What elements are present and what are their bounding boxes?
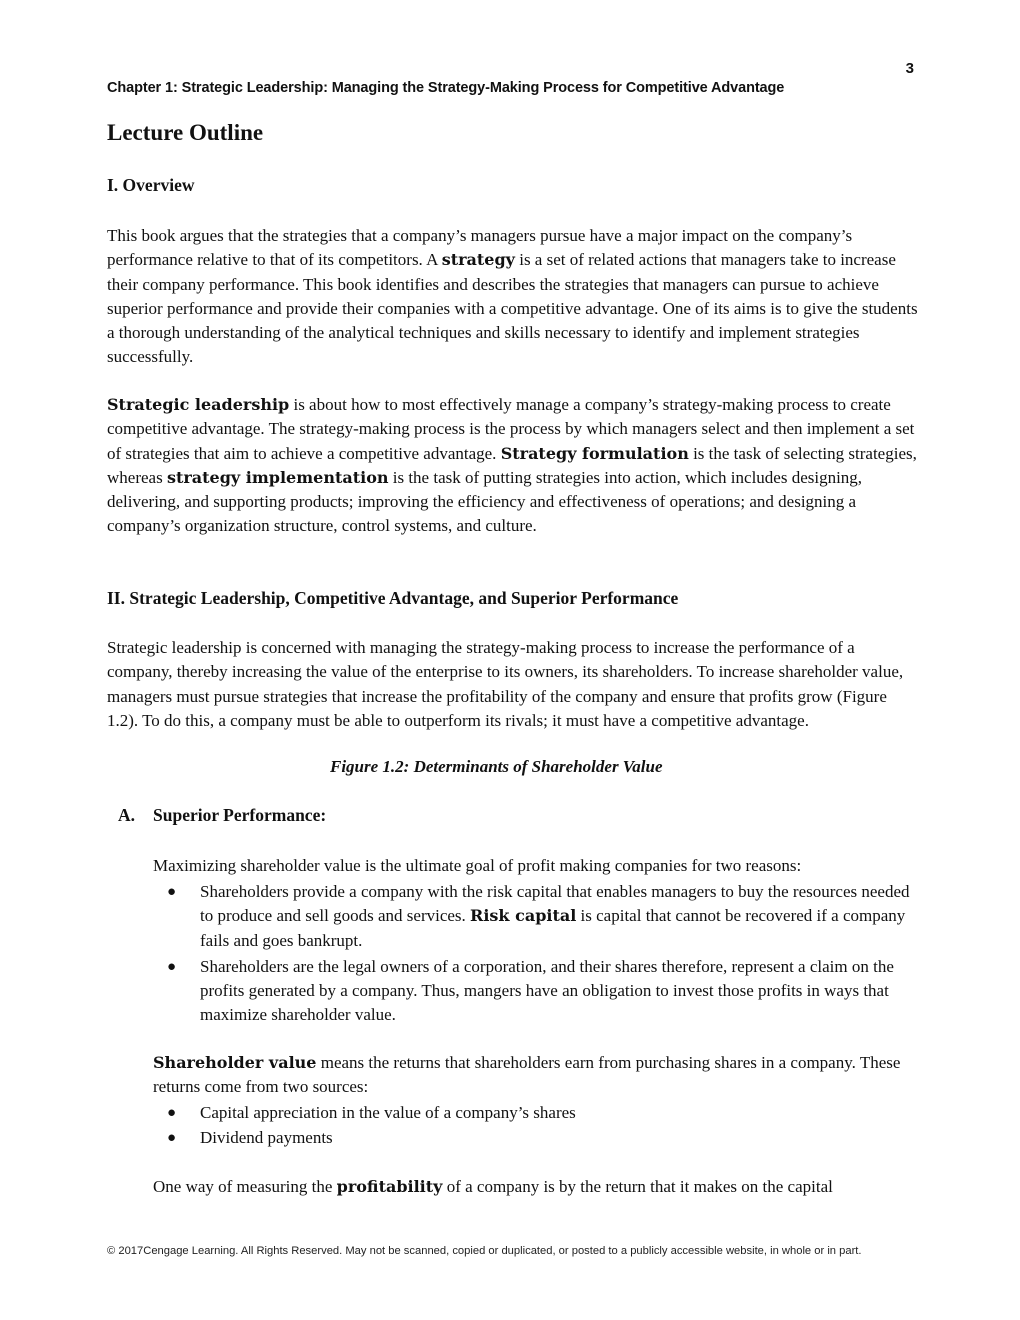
term-strategic-leadership: Strategic leadership	[107, 395, 290, 414]
figure-caption: Figure 1.2: Determinants of Shareholder Value	[330, 757, 663, 776]
overview-heading: I. Overview	[107, 175, 195, 195]
overview-paragraph-1: This book argues that the strategies that a company’s managers pursue have a major impact on the company’s performance relative to that of its competitors. A strategy is a set of related actions that managers take to increase their company performance. This book identifies and describes the strategies that managers can pursue to achieve superior performance and provide their companies with a competitive advantage. One of its aims is to give the students a thorough understanding of the analytical techniques and skills necessary to identify and implement strategies successfully.	[107, 226, 918, 367]
term-strategy: strategy	[441, 250, 515, 270]
bullet-icon: ●	[167, 884, 177, 900]
list-item: ● Capital appreciation in the value of a company’s shares	[153, 1101, 918, 1125]
list-item: ● Dividend payments	[153, 1126, 918, 1150]
bullet-icon: ●	[167, 958, 177, 975]
term-shareholder-value: Shareholder value	[153, 1053, 317, 1072]
lecture-title: Lecture Outline	[107, 120, 264, 145]
bullet-icon: ●	[167, 1130, 177, 1147]
reasons-list	[153, 880, 918, 1028]
subsection-a-heading: A. Superior Performance:	[118, 805, 327, 825]
term-strategy-formulation: Strategy formulation	[500, 443, 689, 463]
chapter-header: Chapter 1: Strategic Leadership: Managing the Strategy-Making Process for Competitive Advantage	[107, 80, 785, 96]
section-2-paragraph: Strategic leadership is concerned with managing the strategy-making process to increase the performance of a company, thereby increasing the value of the enterprise to its owners, its shareholders. To increase shareholder value, managers must pursue strategies that increase the profitability of the company and ensure that profits grow (Figure 1.2). To do this, a company must be able to outperform its rivals; it must have a competitive advantage.	[107, 638, 904, 730]
section-2-heading: II. Strategic Leadership, Competitive Advantage, and Superior Performance	[107, 588, 679, 608]
profitability-paragraph: One way of measuring the profitability of a company is by the return that it makes on the capital	[153, 1177, 833, 1196]
shareholder-value-paragraph: Shareholder value means the returns that shareholders earn from purchasing shares in a company. These returns come from two sources:	[153, 1053, 901, 1097]
term-strategy-implementation: strategy implementation	[166, 467, 389, 487]
page-number: 3	[905, 60, 914, 77]
subsection-letter: A.	[118, 805, 136, 825]
overview-paragraph-2: Strategic leadership is about how to most effectively manage a company’s strategy-making process to create competitive advantage. The strategy-making process is the process by which managers select and then implement a set of strategies that aim to achieve a competitive advantage. Strategy formulation is the task of selecting strategies, whereas strategy implementation is the task of putting strategies into action, which includes designing, delivering, and supporting products; improving the efficiency and effectiveness of operations; and designing a company’s organization structure, control systems, and culture.	[107, 395, 917, 536]
superior-performance-intro: Maximizing shareholder value is the ultimate goal of profit making companies for two reasons:	[153, 856, 802, 875]
copyright-footer: © 2017Cengage Learning. All Rights Reserved. May not be scanned, copied or duplicated, or posted to a publicly accessible website, in whole or in part.	[107, 1245, 862, 1257]
term-risk-capital: Risk capital	[470, 906, 577, 926]
list-item: ● Shareholders are the legal owners of a corporation, and their shares therefore, represent a claim on the profits generated by a company. Thus, mangers have an obligation to invest those profits in ways that maximize shareholder value.	[167, 956, 894, 1025]
term-profitability: profitability	[336, 1177, 443, 1196]
returns-sources-list	[153, 1101, 918, 1151]
bullet-icon: ●	[167, 1105, 177, 1121]
list-item: ● Shareholders provide a company with the risk capital that enables managers to buy the resources needed to produce and sell goods and services. Risk capital is capital that cannot be recovered if a company fails and goes bankrupt.	[167, 882, 910, 950]
